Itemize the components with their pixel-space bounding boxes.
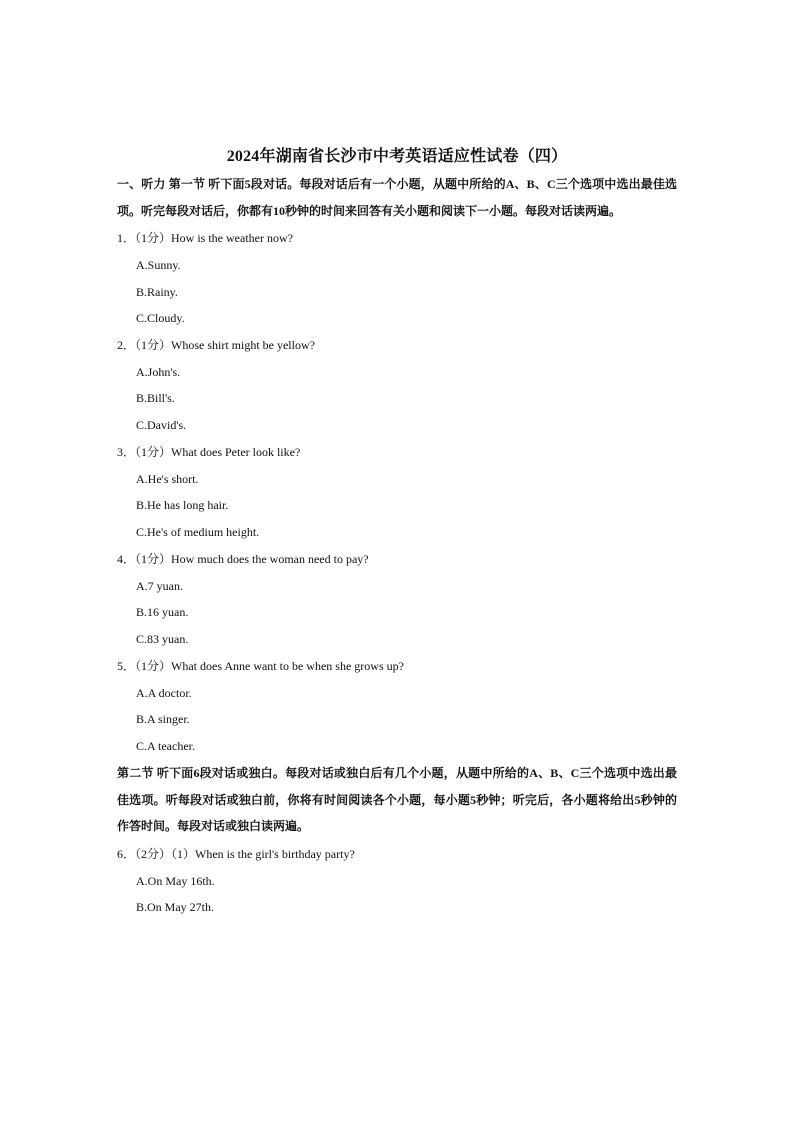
page-title: 2024年湖南省长沙市中考英语适应性试卷（四） bbox=[226, 148, 568, 165]
question-4-stem: 4．（1分）How much does the woman need to pay? bbox=[117, 552, 369, 566]
question-2-option-c: C.David's. bbox=[136, 418, 187, 432]
question-3-stem: 3．（1分）What does Peter look like? bbox=[117, 445, 301, 459]
section-1-instructions: 一、听力 第一节 听下面5段对话。每段对话后有一个小题，从题中所给的A、B、C三个选项中选出最佳选项。听完每段对话后，你都有10秒钟的时间来回答有关小题和阅读下一小题。每段对话读两遍。 bbox=[117, 177, 677, 218]
question-4-option-b: B.16 yuan. bbox=[136, 605, 189, 619]
question-5-option-b: B.A singer. bbox=[136, 712, 190, 726]
question-5-option-a: A.A doctor. bbox=[136, 686, 192, 700]
question-1-stem: 1．（1分）How is the weather now? bbox=[117, 231, 293, 245]
question-2-option-b: B.Bill's. bbox=[136, 391, 175, 405]
question-3-option-c: C.He's of medium height. bbox=[136, 525, 260, 539]
question-2-option-a: A.John's. bbox=[136, 365, 181, 379]
question-2-stem: 2．（1分）Whose shirt might be yellow? bbox=[117, 338, 315, 352]
question-3-option-a: A.He's short. bbox=[136, 472, 199, 486]
question-1-option-c: C.Cloudy. bbox=[136, 311, 185, 325]
question-4-option-a: A.7 yuan. bbox=[136, 579, 183, 593]
question-5-option-c: C.A teacher. bbox=[136, 739, 195, 753]
question-6-option-a: A.On May 16th. bbox=[136, 874, 215, 888]
question-6-option-b: B.On May 27th. bbox=[136, 900, 214, 914]
question-3-option-b: B.He has long hair. bbox=[136, 498, 229, 512]
section-2-instructions: 第二节 听下面6段对话或独白。每段对话或独白后有几个小题，从题中所给的A、B、C三个选项中选出最佳选项。听每段对话或独白前，你将有时间阅读各个小题，每小题5秒钟；听完后，各小题将给出5秒钟的作答时间。每段对话或独白读两遍。 bbox=[117, 766, 677, 833]
question-1-option-b: B.Rainy. bbox=[136, 285, 178, 299]
question-6-stem: 6．（2分）（1）When is the girl's birthday party? bbox=[117, 847, 355, 861]
question-4-option-c: C.83 yuan. bbox=[136, 632, 189, 646]
question-1-option-a: A.Sunny. bbox=[136, 258, 181, 272]
question-5-stem: 5．（1分）What does Anne want to be when she grows up? bbox=[117, 659, 404, 673]
